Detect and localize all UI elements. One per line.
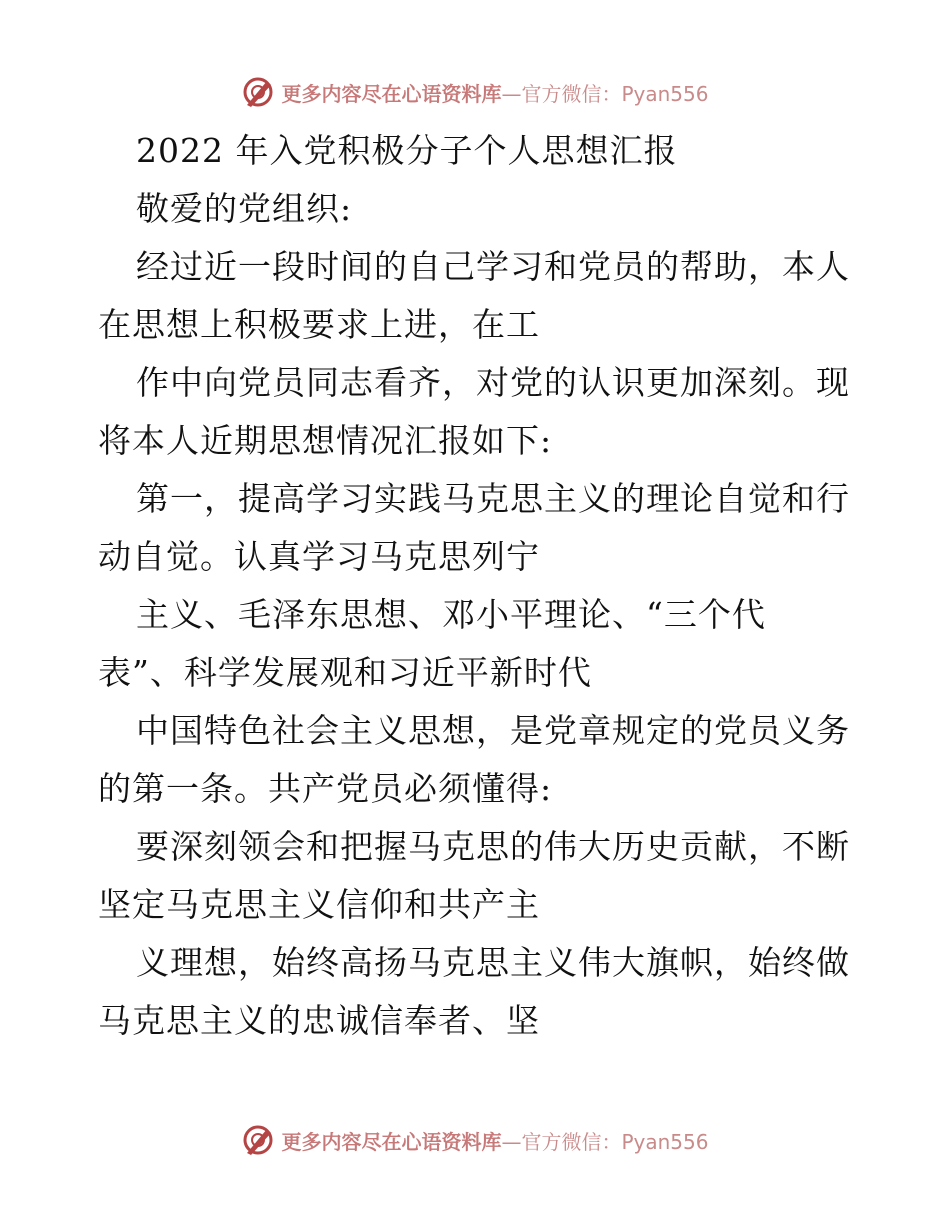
document-title: 2022 年入党积极分子个人思想汇报 bbox=[136, 131, 678, 170]
paragraph-line: 坚定马克思主义信仰和共产主 bbox=[98, 885, 540, 924]
banner-separator: — bbox=[501, 1129, 522, 1154]
paragraph-line: 将本人近期思想情况汇报如下: bbox=[98, 421, 553, 460]
paragraph-line: 表”、科学发展观和习近平新时代 bbox=[98, 653, 592, 692]
paragraph-line: 要深刻领会和把握马克思的伟大历史贡献，不断 bbox=[136, 827, 850, 866]
quill-logo-icon bbox=[241, 1123, 275, 1157]
paragraph-line: 作中向党员同志看齐，对党的认识更加深刻。现 bbox=[136, 363, 850, 402]
paragraph-line: 马克思主义的忠诚信奉者、坚 bbox=[98, 1001, 540, 1040]
quill-logo-icon bbox=[241, 75, 275, 109]
header-banner bbox=[0, 72, 950, 112]
paragraph-line: 第一，提高学习实践马克思主义的理论自觉和行 bbox=[136, 479, 850, 518]
banner-text bbox=[281, 1126, 708, 1155]
banner-main: 更多内容尽在心语资料库 bbox=[281, 1129, 502, 1154]
banner-main: 更多内容尽在心语资料库 bbox=[281, 81, 502, 106]
salutation: 敬爱的党组织: bbox=[136, 189, 353, 228]
banner-text bbox=[281, 78, 708, 107]
paragraph-line: 在思想上积极要求上进，在工 bbox=[98, 305, 540, 344]
document-body bbox=[98, 122, 858, 1050]
banner-contact: 官方微信：Pyan556 bbox=[521, 1129, 709, 1154]
paragraph-line: 的第一条。共产党员必须懂得: bbox=[98, 769, 553, 808]
paragraph-line: 经过近一段时间的自己学习和党员的帮助，本人 bbox=[136, 247, 850, 286]
banner-separator: — bbox=[501, 81, 522, 106]
paragraph-line: 主义、毛泽东思想、邓小平理论、“三个代 bbox=[136, 595, 766, 634]
footer-banner bbox=[0, 1120, 950, 1160]
paragraph-line: 义理想，始终高扬马克思主义伟大旗帜，始终做 bbox=[136, 943, 850, 982]
banner-contact: 官方微信：Pyan556 bbox=[521, 81, 709, 106]
paragraph-line: 中国特色社会主义思想，是党章规定的党员义务 bbox=[136, 711, 850, 750]
paragraph-line: 动自觉。认真学习马克思列宁 bbox=[98, 537, 540, 576]
